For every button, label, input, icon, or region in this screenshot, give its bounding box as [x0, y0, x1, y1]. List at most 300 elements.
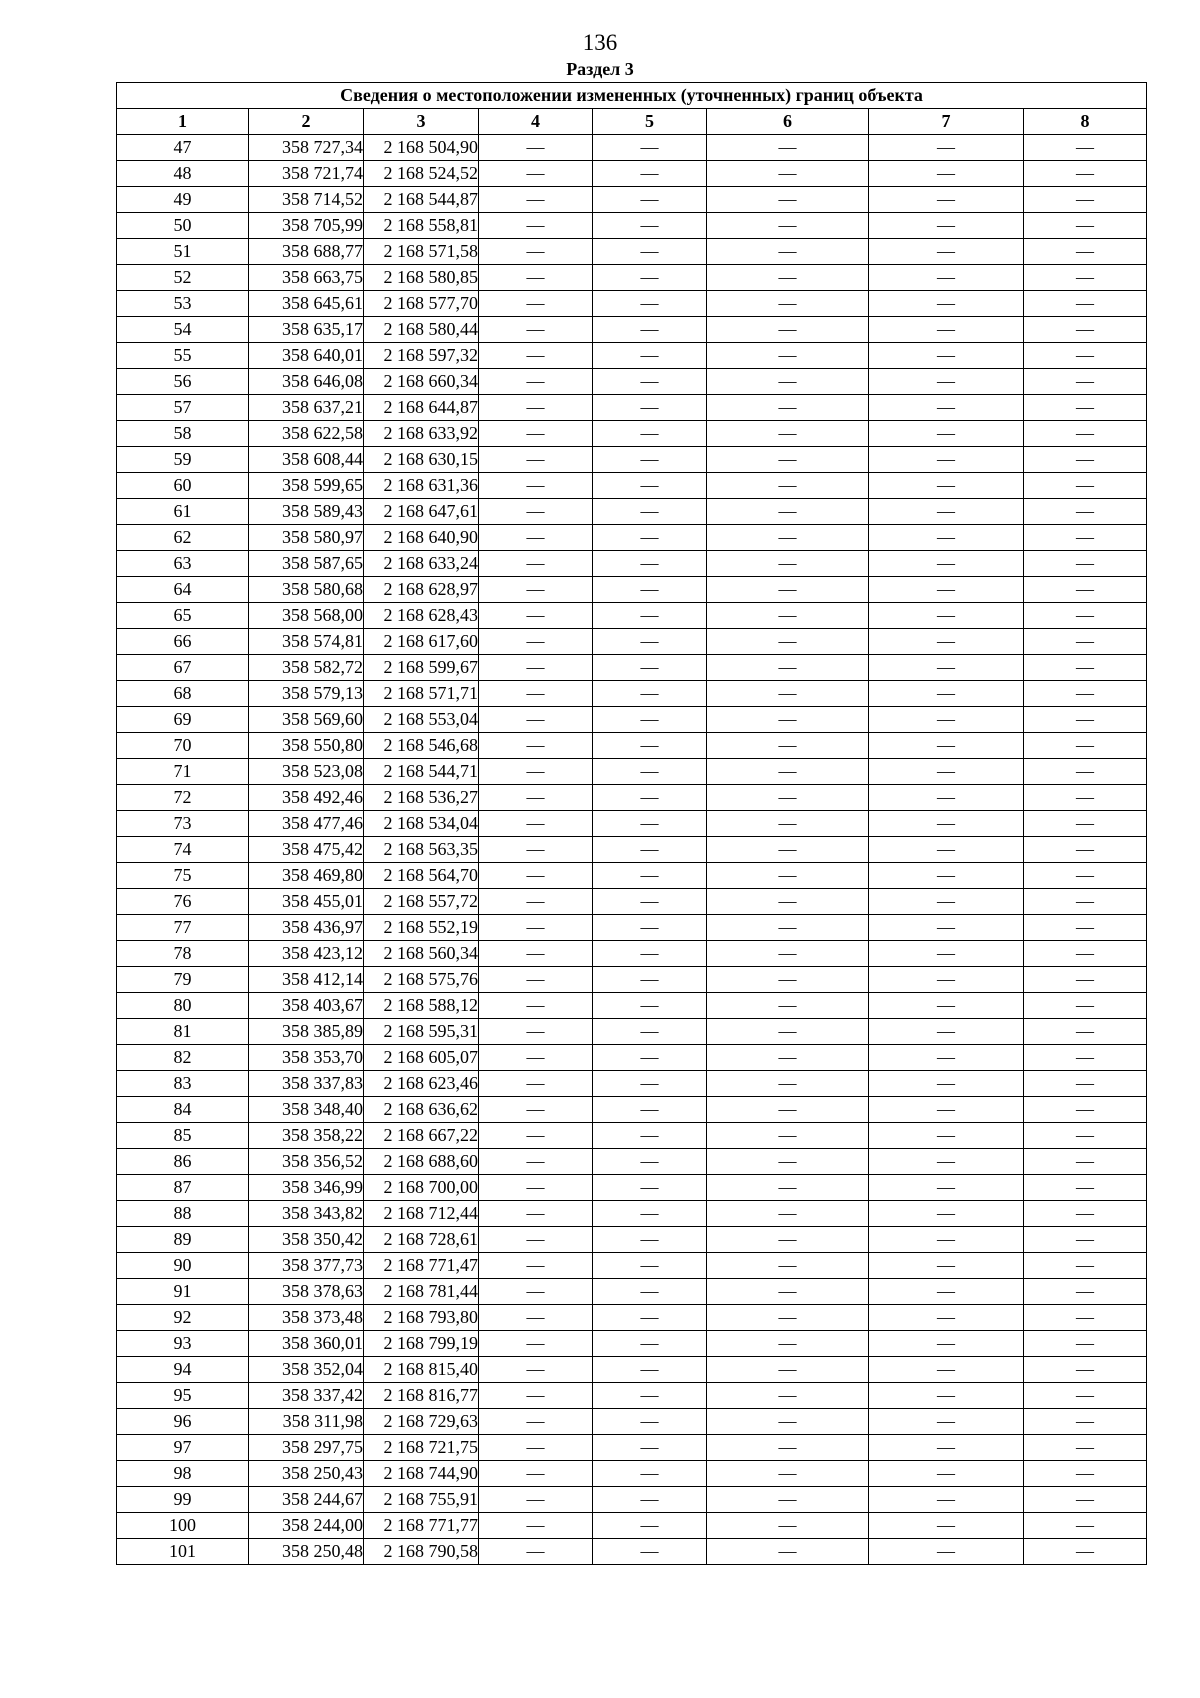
empty-value-cell: — — [707, 1461, 869, 1487]
x-coordinate-cell: 358 714,52 — [249, 187, 364, 213]
point-number-cell: 80 — [117, 993, 249, 1019]
y-coordinate-cell: 2 168 560,34 — [364, 941, 479, 967]
column-header: 7 — [869, 109, 1024, 135]
x-coordinate-cell: 358 353,70 — [249, 1045, 364, 1071]
empty-value-cell: — — [479, 863, 593, 889]
y-coordinate-cell: 2 168 771,47 — [364, 1253, 479, 1279]
empty-value-cell: — — [707, 1513, 869, 1539]
y-coordinate-cell: 2 168 667,22 — [364, 1123, 479, 1149]
point-number-cell: 81 — [117, 1019, 249, 1045]
empty-value-cell: — — [1024, 369, 1147, 395]
point-number-cell: 87 — [117, 1175, 249, 1201]
empty-value-cell: — — [869, 759, 1024, 785]
empty-value-cell: — — [869, 1487, 1024, 1513]
empty-value-cell: — — [479, 447, 593, 473]
column-header: 4 — [479, 109, 593, 135]
y-coordinate-cell: 2 168 552,19 — [364, 915, 479, 941]
empty-value-cell: — — [593, 837, 707, 863]
table-row — [117, 447, 1147, 473]
x-coordinate-cell: 358 587,65 — [249, 551, 364, 577]
x-coordinate-cell: 358 455,01 — [249, 889, 364, 915]
table-row — [117, 1487, 1147, 1513]
x-coordinate-cell: 358 646,08 — [249, 369, 364, 395]
empty-value-cell: — — [707, 1071, 869, 1097]
x-coordinate-cell: 358 352,04 — [249, 1357, 364, 1383]
empty-value-cell: — — [869, 1409, 1024, 1435]
y-coordinate-cell: 2 168 595,31 — [364, 1019, 479, 1045]
y-coordinate-cell: 2 168 546,68 — [364, 733, 479, 759]
empty-value-cell: — — [479, 785, 593, 811]
empty-value-cell: — — [707, 1331, 869, 1357]
empty-value-cell: — — [479, 1019, 593, 1045]
x-coordinate-cell: 358 663,75 — [249, 265, 364, 291]
empty-value-cell: — — [869, 915, 1024, 941]
empty-value-cell: — — [1024, 1539, 1147, 1565]
table-row — [117, 967, 1147, 993]
empty-value-cell: — — [593, 889, 707, 915]
point-number-cell: 100 — [117, 1513, 249, 1539]
empty-value-cell: — — [593, 1045, 707, 1071]
point-number-cell: 66 — [117, 629, 249, 655]
empty-value-cell: — — [707, 1149, 869, 1175]
empty-value-cell: — — [707, 291, 869, 317]
y-coordinate-cell: 2 168 816,77 — [364, 1383, 479, 1409]
point-number-cell: 61 — [117, 499, 249, 525]
point-number-cell: 97 — [117, 1435, 249, 1461]
empty-value-cell: — — [593, 447, 707, 473]
x-coordinate-cell: 358 343,82 — [249, 1201, 364, 1227]
x-coordinate-cell: 358 358,22 — [249, 1123, 364, 1149]
empty-value-cell: — — [1024, 265, 1147, 291]
y-coordinate-cell: 2 168 588,12 — [364, 993, 479, 1019]
x-coordinate-cell: 358 337,42 — [249, 1383, 364, 1409]
empty-value-cell: — — [479, 1461, 593, 1487]
x-coordinate-cell: 358 373,48 — [249, 1305, 364, 1331]
empty-value-cell: — — [479, 1409, 593, 1435]
table-row — [117, 239, 1147, 265]
table-row — [117, 889, 1147, 915]
empty-value-cell: — — [479, 941, 593, 967]
empty-value-cell: — — [869, 785, 1024, 811]
empty-value-cell: — — [707, 421, 869, 447]
empty-value-cell: — — [707, 1305, 869, 1331]
empty-value-cell: — — [593, 1513, 707, 1539]
empty-value-cell: — — [1024, 811, 1147, 837]
empty-value-cell: — — [707, 395, 869, 421]
empty-value-cell: — — [869, 1253, 1024, 1279]
empty-value-cell: — — [479, 889, 593, 915]
x-coordinate-cell: 358 348,40 — [249, 1097, 364, 1123]
empty-value-cell: — — [869, 395, 1024, 421]
x-coordinate-cell: 358 250,43 — [249, 1461, 364, 1487]
empty-value-cell: — — [869, 655, 1024, 681]
empty-value-cell: — — [869, 1201, 1024, 1227]
empty-value-cell: — — [707, 265, 869, 291]
table-row — [117, 759, 1147, 785]
empty-value-cell: — — [479, 603, 593, 629]
empty-value-cell: — — [479, 395, 593, 421]
empty-value-cell: — — [869, 1227, 1024, 1253]
empty-value-cell: — — [707, 941, 869, 967]
table-row — [117, 1097, 1147, 1123]
x-coordinate-cell: 358 360,01 — [249, 1331, 364, 1357]
y-coordinate-cell: 2 168 544,87 — [364, 187, 479, 213]
empty-value-cell: — — [593, 629, 707, 655]
x-coordinate-cell: 358 574,81 — [249, 629, 364, 655]
coordinates-table — [116, 82, 1147, 1565]
x-coordinate-cell: 358 403,67 — [249, 993, 364, 1019]
table-row — [117, 1383, 1147, 1409]
empty-value-cell: — — [479, 1175, 593, 1201]
empty-value-cell: — — [1024, 603, 1147, 629]
empty-value-cell: — — [869, 1331, 1024, 1357]
empty-value-cell: — — [707, 239, 869, 265]
table-row — [117, 317, 1147, 343]
table-row — [117, 1175, 1147, 1201]
empty-value-cell: — — [869, 863, 1024, 889]
empty-value-cell: — — [1024, 1045, 1147, 1071]
empty-value-cell: — — [1024, 551, 1147, 577]
empty-value-cell: — — [869, 1435, 1024, 1461]
empty-value-cell: — — [869, 421, 1024, 447]
y-coordinate-cell: 2 168 617,60 — [364, 629, 479, 655]
empty-value-cell: — — [869, 681, 1024, 707]
x-coordinate-cell: 358 436,97 — [249, 915, 364, 941]
empty-value-cell: — — [869, 447, 1024, 473]
table-row — [117, 213, 1147, 239]
empty-value-cell: — — [593, 1357, 707, 1383]
point-number-cell: 76 — [117, 889, 249, 915]
empty-value-cell: — — [1024, 863, 1147, 889]
empty-value-cell: — — [707, 369, 869, 395]
empty-value-cell: — — [707, 707, 869, 733]
empty-value-cell: — — [479, 993, 593, 1019]
empty-value-cell: — — [593, 1539, 707, 1565]
empty-value-cell: — — [479, 1045, 593, 1071]
empty-value-cell: — — [707, 837, 869, 863]
empty-value-cell: — — [707, 1409, 869, 1435]
empty-value-cell: — — [1024, 707, 1147, 733]
column-header: 3 — [364, 109, 479, 135]
empty-value-cell: — — [707, 473, 869, 499]
x-coordinate-cell: 358 337,83 — [249, 1071, 364, 1097]
empty-value-cell: — — [869, 1123, 1024, 1149]
empty-value-cell: — — [593, 213, 707, 239]
table-row — [117, 1227, 1147, 1253]
empty-value-cell: — — [869, 941, 1024, 967]
point-number-cell: 63 — [117, 551, 249, 577]
empty-value-cell: — — [479, 681, 593, 707]
empty-value-cell: — — [479, 1097, 593, 1123]
empty-value-cell: — — [869, 1019, 1024, 1045]
point-number-cell: 86 — [117, 1149, 249, 1175]
empty-value-cell: — — [707, 1435, 869, 1461]
empty-value-cell: — — [593, 603, 707, 629]
x-coordinate-cell: 358 423,12 — [249, 941, 364, 967]
y-coordinate-cell: 2 168 536,27 — [364, 785, 479, 811]
empty-value-cell: — — [707, 655, 869, 681]
y-coordinate-cell: 2 168 571,58 — [364, 239, 479, 265]
y-coordinate-cell: 2 168 688,60 — [364, 1149, 479, 1175]
point-number-cell: 69 — [117, 707, 249, 733]
empty-value-cell: — — [707, 447, 869, 473]
table-row — [117, 1409, 1147, 1435]
empty-value-cell: — — [1024, 239, 1147, 265]
column-header: 6 — [707, 109, 869, 135]
empty-value-cell: — — [593, 291, 707, 317]
empty-value-cell: — — [593, 759, 707, 785]
empty-value-cell: — — [869, 1383, 1024, 1409]
empty-value-cell: — — [1024, 915, 1147, 941]
empty-value-cell: — — [869, 967, 1024, 993]
point-number-cell: 90 — [117, 1253, 249, 1279]
y-coordinate-cell: 2 168 633,92 — [364, 421, 479, 447]
empty-value-cell: — — [1024, 759, 1147, 785]
empty-value-cell: — — [1024, 1513, 1147, 1539]
point-number-cell: 95 — [117, 1383, 249, 1409]
y-coordinate-cell: 2 168 647,61 — [364, 499, 479, 525]
empty-value-cell: — — [869, 1305, 1024, 1331]
point-number-cell: 53 — [117, 291, 249, 317]
empty-value-cell: — — [1024, 291, 1147, 317]
empty-value-cell: — — [869, 1279, 1024, 1305]
empty-value-cell: — — [707, 759, 869, 785]
y-coordinate-cell: 2 168 793,80 — [364, 1305, 479, 1331]
empty-value-cell: — — [479, 811, 593, 837]
point-number-cell: 57 — [117, 395, 249, 421]
empty-value-cell: — — [593, 785, 707, 811]
x-coordinate-cell: 358 589,43 — [249, 499, 364, 525]
empty-value-cell: — — [479, 161, 593, 187]
empty-value-cell: — — [479, 1253, 593, 1279]
y-coordinate-cell: 2 168 580,44 — [364, 317, 479, 343]
point-number-cell: 98 — [117, 1461, 249, 1487]
empty-value-cell: — — [1024, 525, 1147, 551]
x-coordinate-cell: 358 688,77 — [249, 239, 364, 265]
table-row — [117, 707, 1147, 733]
empty-value-cell: — — [1024, 1019, 1147, 1045]
empty-value-cell: — — [593, 915, 707, 941]
table-row — [117, 993, 1147, 1019]
y-coordinate-cell: 2 168 771,77 — [364, 1513, 479, 1539]
empty-value-cell: — — [479, 733, 593, 759]
table-row — [117, 161, 1147, 187]
empty-value-cell: — — [479, 1201, 593, 1227]
empty-value-cell: — — [593, 499, 707, 525]
empty-value-cell: — — [479, 473, 593, 499]
point-number-cell: 93 — [117, 1331, 249, 1357]
empty-value-cell: — — [1024, 577, 1147, 603]
point-number-cell: 51 — [117, 239, 249, 265]
empty-value-cell: — — [1024, 967, 1147, 993]
empty-value-cell: — — [479, 837, 593, 863]
empty-value-cell: — — [479, 1357, 593, 1383]
point-number-cell: 64 — [117, 577, 249, 603]
y-coordinate-cell: 2 168 640,90 — [364, 525, 479, 551]
empty-value-cell: — — [707, 187, 869, 213]
empty-value-cell: — — [869, 499, 1024, 525]
table-row — [117, 1071, 1147, 1097]
column-header: 2 — [249, 109, 364, 135]
table-row — [117, 1305, 1147, 1331]
empty-value-cell: — — [593, 161, 707, 187]
empty-value-cell: — — [479, 577, 593, 603]
empty-value-cell: — — [1024, 343, 1147, 369]
empty-value-cell: — — [707, 1487, 869, 1513]
empty-value-cell: — — [707, 603, 869, 629]
empty-value-cell: — — [1024, 213, 1147, 239]
point-number-cell: 71 — [117, 759, 249, 785]
x-coordinate-cell: 358 346,99 — [249, 1175, 364, 1201]
y-coordinate-cell: 2 168 712,44 — [364, 1201, 479, 1227]
y-coordinate-cell: 2 168 553,04 — [364, 707, 479, 733]
empty-value-cell: — — [869, 733, 1024, 759]
point-number-cell: 47 — [117, 135, 249, 161]
x-coordinate-cell: 358 311,98 — [249, 1409, 364, 1435]
empty-value-cell: — — [593, 1019, 707, 1045]
table-row — [117, 187, 1147, 213]
point-number-cell: 59 — [117, 447, 249, 473]
point-number-cell: 60 — [117, 473, 249, 499]
point-number-cell: 82 — [117, 1045, 249, 1071]
point-number-cell: 73 — [117, 811, 249, 837]
point-number-cell: 89 — [117, 1227, 249, 1253]
point-number-cell: 67 — [117, 655, 249, 681]
x-coordinate-cell: 358 350,42 — [249, 1227, 364, 1253]
column-header: 5 — [593, 109, 707, 135]
y-coordinate-cell: 2 168 504,90 — [364, 135, 479, 161]
table-row — [117, 1357, 1147, 1383]
table-row — [117, 1149, 1147, 1175]
empty-value-cell: — — [707, 577, 869, 603]
table-row — [117, 1539, 1147, 1565]
empty-value-cell: — — [1024, 1201, 1147, 1227]
y-coordinate-cell: 2 168 815,40 — [364, 1357, 479, 1383]
y-coordinate-cell: 2 168 781,44 — [364, 1279, 479, 1305]
point-number-cell: 49 — [117, 187, 249, 213]
table-row — [117, 863, 1147, 889]
point-number-cell: 68 — [117, 681, 249, 707]
x-coordinate-cell: 358 599,65 — [249, 473, 364, 499]
point-number-cell: 78 — [117, 941, 249, 967]
empty-value-cell: — — [707, 967, 869, 993]
empty-value-cell: — — [707, 1539, 869, 1565]
table-row — [117, 525, 1147, 551]
empty-value-cell: — — [707, 1253, 869, 1279]
table-row — [117, 1045, 1147, 1071]
table-header-row — [117, 109, 1147, 135]
x-coordinate-cell: 358 477,46 — [249, 811, 364, 837]
x-coordinate-cell: 358 297,75 — [249, 1435, 364, 1461]
x-coordinate-cell: 358 640,01 — [249, 343, 364, 369]
y-coordinate-cell: 2 168 633,24 — [364, 551, 479, 577]
empty-value-cell: — — [479, 1487, 593, 1513]
empty-value-cell: — — [593, 1461, 707, 1487]
empty-value-cell: — — [707, 1227, 869, 1253]
y-coordinate-cell: 2 168 577,70 — [364, 291, 479, 317]
y-coordinate-cell: 2 168 660,34 — [364, 369, 479, 395]
empty-value-cell: — — [593, 1097, 707, 1123]
y-coordinate-cell: 2 168 744,90 — [364, 1461, 479, 1487]
point-number-cell: 96 — [117, 1409, 249, 1435]
table-row — [117, 291, 1147, 317]
empty-value-cell: — — [707, 1279, 869, 1305]
empty-value-cell: — — [707, 863, 869, 889]
point-number-cell: 70 — [117, 733, 249, 759]
x-coordinate-cell: 358 356,52 — [249, 1149, 364, 1175]
x-coordinate-cell: 358 250,48 — [249, 1539, 364, 1565]
empty-value-cell: — — [869, 837, 1024, 863]
empty-value-cell: — — [479, 1279, 593, 1305]
empty-value-cell: — — [869, 603, 1024, 629]
y-coordinate-cell: 2 168 571,71 — [364, 681, 479, 707]
y-coordinate-cell: 2 168 599,67 — [364, 655, 479, 681]
empty-value-cell: — — [1024, 1331, 1147, 1357]
table-row — [117, 551, 1147, 577]
empty-value-cell: — — [593, 187, 707, 213]
empty-value-cell: — — [593, 733, 707, 759]
empty-value-cell: — — [869, 707, 1024, 733]
x-coordinate-cell: 358 580,68 — [249, 577, 364, 603]
point-number-cell: 56 — [117, 369, 249, 395]
y-coordinate-cell: 2 168 790,58 — [364, 1539, 479, 1565]
table-row — [117, 577, 1147, 603]
x-coordinate-cell: 358 244,00 — [249, 1513, 364, 1539]
x-coordinate-cell: 358 385,89 — [249, 1019, 364, 1045]
x-coordinate-cell: 358 705,99 — [249, 213, 364, 239]
point-number-cell: 94 — [117, 1357, 249, 1383]
point-number-cell: 50 — [117, 213, 249, 239]
y-coordinate-cell: 2 168 700,00 — [364, 1175, 479, 1201]
empty-value-cell: — — [479, 421, 593, 447]
empty-value-cell: — — [1024, 1227, 1147, 1253]
empty-value-cell: — — [593, 811, 707, 837]
table-row — [117, 1461, 1147, 1487]
table-row — [117, 603, 1147, 629]
empty-value-cell: — — [593, 967, 707, 993]
table-row — [117, 811, 1147, 837]
section-title: Раздел 3 — [566, 59, 634, 79]
y-coordinate-cell: 2 168 563,35 — [364, 837, 479, 863]
empty-value-cell: — — [707, 1357, 869, 1383]
empty-value-cell: — — [479, 1149, 593, 1175]
point-number-cell: 101 — [117, 1539, 249, 1565]
x-coordinate-cell: 358 378,63 — [249, 1279, 364, 1305]
empty-value-cell: — — [869, 629, 1024, 655]
y-coordinate-cell: 2 168 534,04 — [364, 811, 479, 837]
empty-value-cell: — — [593, 551, 707, 577]
empty-value-cell: — — [593, 577, 707, 603]
point-number-cell: 92 — [117, 1305, 249, 1331]
point-number-cell: 62 — [117, 525, 249, 551]
empty-value-cell: — — [1024, 1383, 1147, 1409]
empty-value-cell: — — [1024, 395, 1147, 421]
table-row — [117, 655, 1147, 681]
empty-value-cell: — — [707, 785, 869, 811]
table-row — [117, 629, 1147, 655]
empty-value-cell: — — [479, 1513, 593, 1539]
table-caption: Сведения о местоположении измененных (уточненных) границ объекта — [117, 83, 1147, 109]
x-coordinate-cell: 358 377,73 — [249, 1253, 364, 1279]
empty-value-cell: — — [1024, 1487, 1147, 1513]
x-coordinate-cell: 358 412,14 — [249, 967, 364, 993]
empty-value-cell: — — [1024, 837, 1147, 863]
empty-value-cell: — — [479, 915, 593, 941]
empty-value-cell: — — [869, 993, 1024, 1019]
y-coordinate-cell: 2 168 644,87 — [364, 395, 479, 421]
empty-value-cell: — — [479, 369, 593, 395]
empty-value-cell: — — [593, 239, 707, 265]
